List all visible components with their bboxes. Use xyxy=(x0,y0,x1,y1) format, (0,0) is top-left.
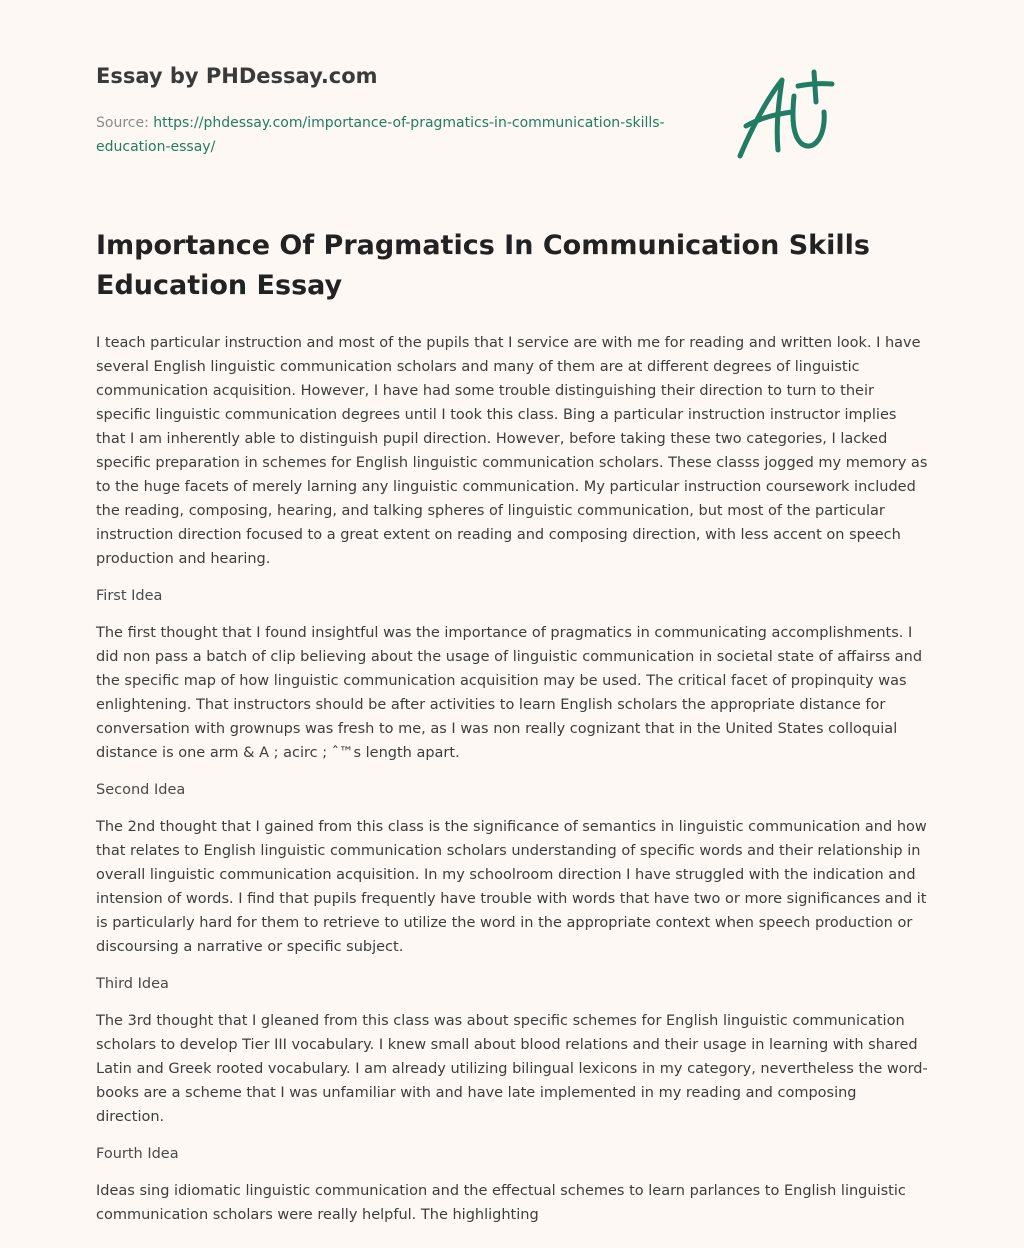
essay-paragraph: The 2nd thought that I gained from this class is the significance of semantics in linguistic communication and how that relates to English linguistic communication scholars understanding of specific words and their relationship in overall linguistic communication acquisition. In my schoolroom direction I have struggled with the indication and intension of words. I find that pupils frequently have trouble with words that have two or more significances and it is particularly hard for them to retrieve to utilize the word in the appropriate context when speech production or discoursing a narrative or specific subject. xyxy=(96,819,927,955)
page-header xyxy=(96,0,928,200)
essay-paragraph: I teach particular instruction and most of the pupils that I service are with me for reading and written look. I have several English linguistic communication scholars and many of them are at different degrees of linguistic communication acquisition. However, I have had some trouble distinguishing their direction to turn to their specific linguistic communication degrees until I took this class. Bing a particular instruction instructor implies that I am inherently able to distinguish pupil direction. However, before taking these two categories, I lacked specific preparation in schemes for English linguistic communication scholars. These classs jogged my memory as to the huge facets of merely larning any linguistic communication. My particular instruction coursework included the reading, composing, hearing, and talking spheres of linguistic communication, but most of the particular instruction direction focused to a great extent on reading and composing direction, with less accent on speech production and hearing. xyxy=(96,335,928,567)
section-heading: First Idea xyxy=(96,588,163,604)
essay-title: Importance Of Pragmatics In Communication Skills Education Essay xyxy=(96,230,870,301)
essay-paragraph: The 3rd thought that I gleaned from this class was about specific schemes for English linguistic communication scholars to develop Tier III vocabulary. I knew small about blood relations and their usage in learning with shared Latin and Greek rooted vocabulary. I am already utilizing bilingual lexicons in my category, nevertheless the word-books are a scheme that I was unfamiliar with and have late implemented in my reading and composing direction. xyxy=(96,1013,928,1125)
section-heading: Third Idea xyxy=(96,976,169,992)
site-title: Essay by PHDessay.com xyxy=(96,64,378,88)
section-heading: Fourth Idea xyxy=(96,1146,179,1162)
source-link[interactable]: https://phdessay.com/importance-of-pragmatics-in-communication-skills-education-essay/ xyxy=(96,115,665,155)
essay-paragraph: The first thought that I found insightful was the importance of pragmatics in communicating accomplishments. I did non pass a batch of clip believing about the usage of linguistic communication in societal state of affairss and the specific map of how linguistic communication acquisition may be used. The critical facet of propinquity was enlightening. That instructors should be after activities to learn English scholars the appropriate distance for conversation with grownups was fresh to me, as I was non really cognizant that in the United States colloquial distance is one arm & A ; acirc ; ˆ™s length apart. xyxy=(96,625,923,761)
a-plus-logo-icon xyxy=(732,66,836,166)
source-line xyxy=(96,111,736,159)
essay-paragraph: Ideas sing idiomatic linguistic communication and the effectual schemes to learn parlances to English linguistic communication scholars were really helpful. The highlighting xyxy=(96,1183,906,1223)
section-heading: Second Idea xyxy=(96,782,186,798)
source-label: Source: xyxy=(96,115,149,131)
essay-body xyxy=(96,331,928,1227)
